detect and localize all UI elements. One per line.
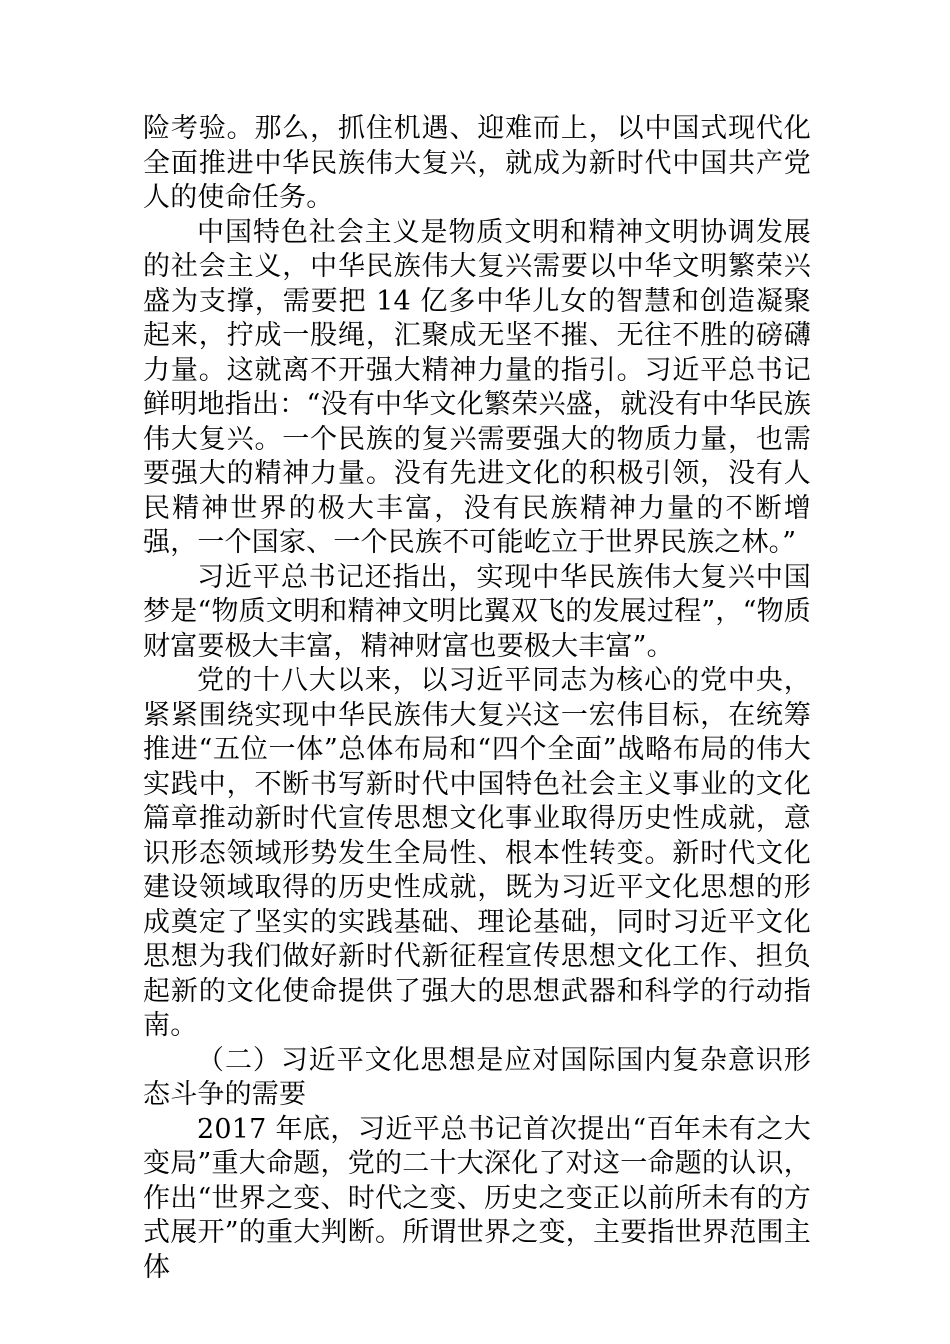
document-body xyxy=(143,112,811,1285)
paragraph-great-changes: 2017 年底，习近平总书记首次提出“百年未有之大变局”重大命题，党的二十大深化了对这一命题的认识，作出“世界之变、时代之变、历史之变正以前所未有的方式展开”的重大判断。所谓世界之变，主要指世界范围主体 xyxy=(143,1113,811,1283)
paragraph-continuation: 险考验。那么，抓住机遇、迎难而上，以中国式现代化全面推进中华民族伟大复兴，就成为新时代中国共产党人的使命任务。 xyxy=(143,113,811,213)
section-heading: （二）习近平文化思想是应对国际国内复杂意识形态斗争的需要 xyxy=(143,1044,811,1110)
paragraph-chinese-dream: 习近平总书记还指出，实现中华民族伟大复兴中国梦是“物质文明和精神文明比翼双飞的发展过程”，“物质财富要极大丰富，精神财富也要极大丰富”。 xyxy=(143,561,811,662)
paragraph-socialism-civilization: 中国特色社会主义是物质文明和精神文明协调发展的社会主义，中华民族伟大复兴需要以中华文明繁荣兴盛为支撑，需要把 14 亿多中华儿女的智慧和创造凝聚起来，拧成一股绳，汇聚成无坚不摧、无往不胜的磅礴力量。这就离不开强大精神力量的指引。习近平总书记鲜明地指出：“没有中华文化繁荣兴盛，就没有中华民族伟大复兴。一个民族的复兴需要强大的物质力量，也需要强大的精神力量。没有先进文化的积极引领，没有人民精神世界的极大丰富，没有民族精神力量的不断增强，一个国家、一个民族不可能屹立于世界民族之林。” xyxy=(143,216,811,558)
paragraph-since-18th-congress: 党的十八大以来，以习近平同志为核心的党中央，紧紧围绕实现中华民族伟大复兴这一宏伟目标，在统筹推进“五位一体”总体布局和“四个全面”战略布局的伟大实践中，不断书写新时代中国特色社会主义事业的文化篇章推动新时代宣传思想文化事业取得历史性成就，意识形态领域形势发生全局性、根本性转变。新时代文化建设领域取得的历史性成就，既为习近平文化思想的形成奠定了坚实的实践基础、理论基础，同时习近平文化思想为我们做好新时代新征程宣传思想文化工作、担负起新的文化使命提供了强大的思想武器和科学的行动指南。 xyxy=(143,665,811,1041)
